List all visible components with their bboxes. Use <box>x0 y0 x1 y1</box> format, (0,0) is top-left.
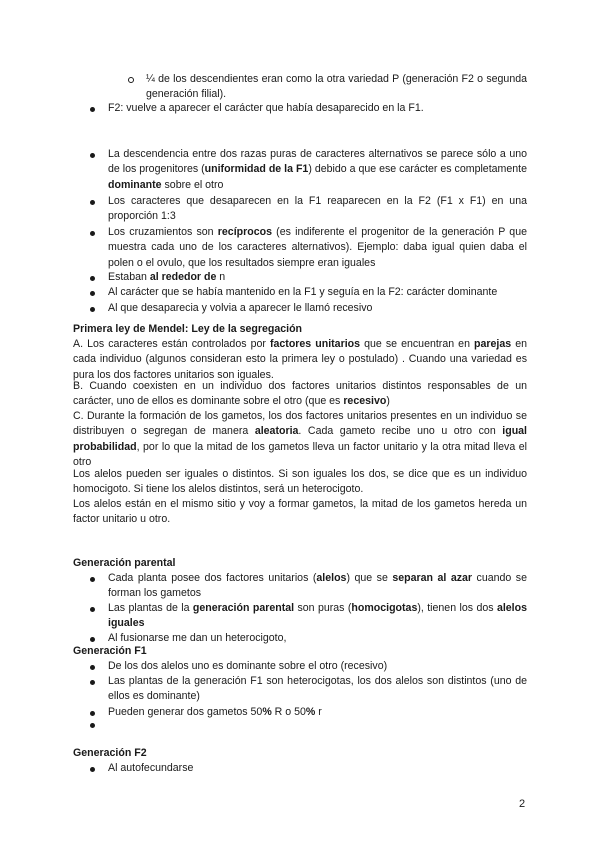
bullet-icon <box>90 607 95 612</box>
bullet-icon <box>90 200 95 205</box>
bold-term: igual probabilidad <box>73 425 528 453</box>
sub-bullet-icon <box>128 77 134 83</box>
text-run: La descendencia entre dos razas puras de caracteres alternativos se parece sólo a uno de los progenitores ( <box>108 148 527 176</box>
list-item-self-fertilize: Al autofecundarse <box>108 762 194 774</box>
list-item-dominant: Al carácter que se había mantenido en la F1 y seguía en la F2: carácter dominante <box>108 286 498 298</box>
text-run: ), tienen los dos <box>417 602 497 614</box>
text-run: que se encuentran en <box>360 338 475 350</box>
bold-term: parejas <box>474 338 512 350</box>
list-item-quarter-descendants: ¼ de los descendientes eran como la otra variedad P (generación F2 o segunda generación filial). <box>146 73 527 101</box>
bullet-icon <box>90 637 95 642</box>
bold-term: aleatoria <box>254 425 299 438</box>
list-item-pure-plants <box>108 601 527 632</box>
text-run: en cada individuo (algunos consideran esto la primera ley o postulado) . Cuando una variedad es pura los dos factores unitarios son iguales. <box>73 338 528 381</box>
bullet-icon <box>90 577 95 582</box>
bold-term: % <box>305 706 316 718</box>
section-title-parental: Generación parental <box>73 557 176 569</box>
bullet-icon <box>90 153 95 158</box>
list-item-fusion: Al fusionarse me dan un heterocigoto, <box>108 632 287 644</box>
text-run: Estaban <box>108 271 150 283</box>
bold-term: factores unitarios <box>269 338 361 350</box>
bullet-icon <box>90 680 95 685</box>
text-run: ) que se <box>346 572 393 584</box>
paragraph-b <box>73 379 527 410</box>
bullet-icon <box>90 291 95 296</box>
bold-term: al rededor de <box>149 271 217 283</box>
bold-term: homocigotas <box>351 602 418 614</box>
text-run: Los cruzamientos son <box>108 226 218 238</box>
text-run: C. Durante la formación de los gametos, los dos factores unitarios presentes en un individuo se distribuyen o segregan de manera <box>73 410 527 438</box>
paragraph-gametes: Los alelos están en el mismo sitio y voy a formar gametos, la mitad de los gametos hereda un factor unitario u otro. <box>73 498 527 526</box>
text-run: ) debido a que ese carácter es completamente <box>308 163 527 176</box>
paragraph-a <box>73 337 527 383</box>
text-run: A. Los caracteres están controlados por <box>73 338 270 350</box>
text-run: son puras ( <box>294 602 352 614</box>
bold-term: dominante <box>108 178 162 191</box>
bold-term: recíprocos <box>217 226 272 238</box>
text-run: Cada planta posee dos factores unitarios ( <box>108 572 317 584</box>
text-run: Pueden generar dos gametos 50 <box>108 706 263 718</box>
bullet-icon <box>90 711 95 716</box>
section-title-first-law: Primera ley de Mendel: Ley de la segregación <box>73 323 303 335</box>
paragraph-c <box>73 409 527 470</box>
text-run: R o 50 <box>271 706 306 718</box>
list-item-unit-factors <box>108 571 527 602</box>
text-run: , por lo que la mitad de los gametos lleva un factor unitario y la otra mitad lleva el otro <box>73 440 527 468</box>
list-item-reappear: Los caracteres que desaparecen en la F1 reaparecen en la F2 (F1 x F1) en una proporción 1:3 <box>108 195 527 223</box>
text-run: sobre el otro <box>161 178 224 191</box>
list-item-f2: F2: vuelve a aparecer el carácter que había desaparecido en la F1. <box>108 102 424 114</box>
text-run: ) <box>386 395 390 408</box>
page-number: 2 <box>519 798 526 810</box>
text-run: cuando se forman los gametos <box>108 572 527 600</box>
bullet-icon <box>90 767 95 772</box>
bullet-icon <box>90 276 95 281</box>
list-item-dominant-allele: De los dos alelos uno es dominante sobre el otro (recesivo) <box>108 660 388 672</box>
list-item-reciprocal <box>108 225 527 271</box>
paragraph-alleles: Los alelos pueden ser iguales o distintos. Si son iguales los dos, se dice que es un individuo homocigoto. Si tiene los alelos distintos, será un heterocigoto. <box>73 468 527 496</box>
bold-term: % <box>262 706 272 718</box>
bold-term: alelos <box>316 572 347 584</box>
section-title-f1: Generación F1 <box>73 645 147 657</box>
bold-term: alelos iguales <box>108 602 527 630</box>
bullet-icon <box>90 723 95 728</box>
bullet-icon <box>90 665 95 670</box>
list-item-heterozygous: Las plantas de la generación F1 son heterocigotas, los dos alelos son distintos (uno de ellos es dominante) <box>108 675 527 703</box>
bold-term: uniformidad de la F1 <box>204 163 309 176</box>
text-run: Las plantas de la <box>108 602 193 614</box>
list-item-gametes <box>108 705 527 720</box>
text-run: n <box>216 271 226 283</box>
text-run: B. Cuando coexisten en un individuo dos factores unitarios distintos responsables de un carácter, uno de ellos es dominante sobre el otro (que es <box>73 380 527 408</box>
text-run: (es indiferente el progenitor de la generación P que muestra cada uno de los caracteres alternativos). Ejemplo: daba igual quien daba el polen o el ovulo, que los resultados siempre eran iguales <box>108 226 527 269</box>
bold-term: separan al azar <box>392 572 473 584</box>
list-item-recessive: Al que desaparecia y volvia a aparecer le llamó recesivo <box>108 302 373 314</box>
list-item-around <box>108 270 527 285</box>
text-run: . Cada gameto recibe uno u otro con <box>298 425 503 438</box>
bold-term: recesivo <box>343 395 387 408</box>
bullet-icon <box>90 231 95 236</box>
list-item-uniformity <box>108 147 527 193</box>
section-title-f2: Generación F2 <box>73 747 147 759</box>
text-run: r <box>315 706 322 718</box>
bold-term: generación parental <box>192 602 295 614</box>
bullet-icon <box>90 307 95 312</box>
bullet-icon <box>90 107 95 112</box>
